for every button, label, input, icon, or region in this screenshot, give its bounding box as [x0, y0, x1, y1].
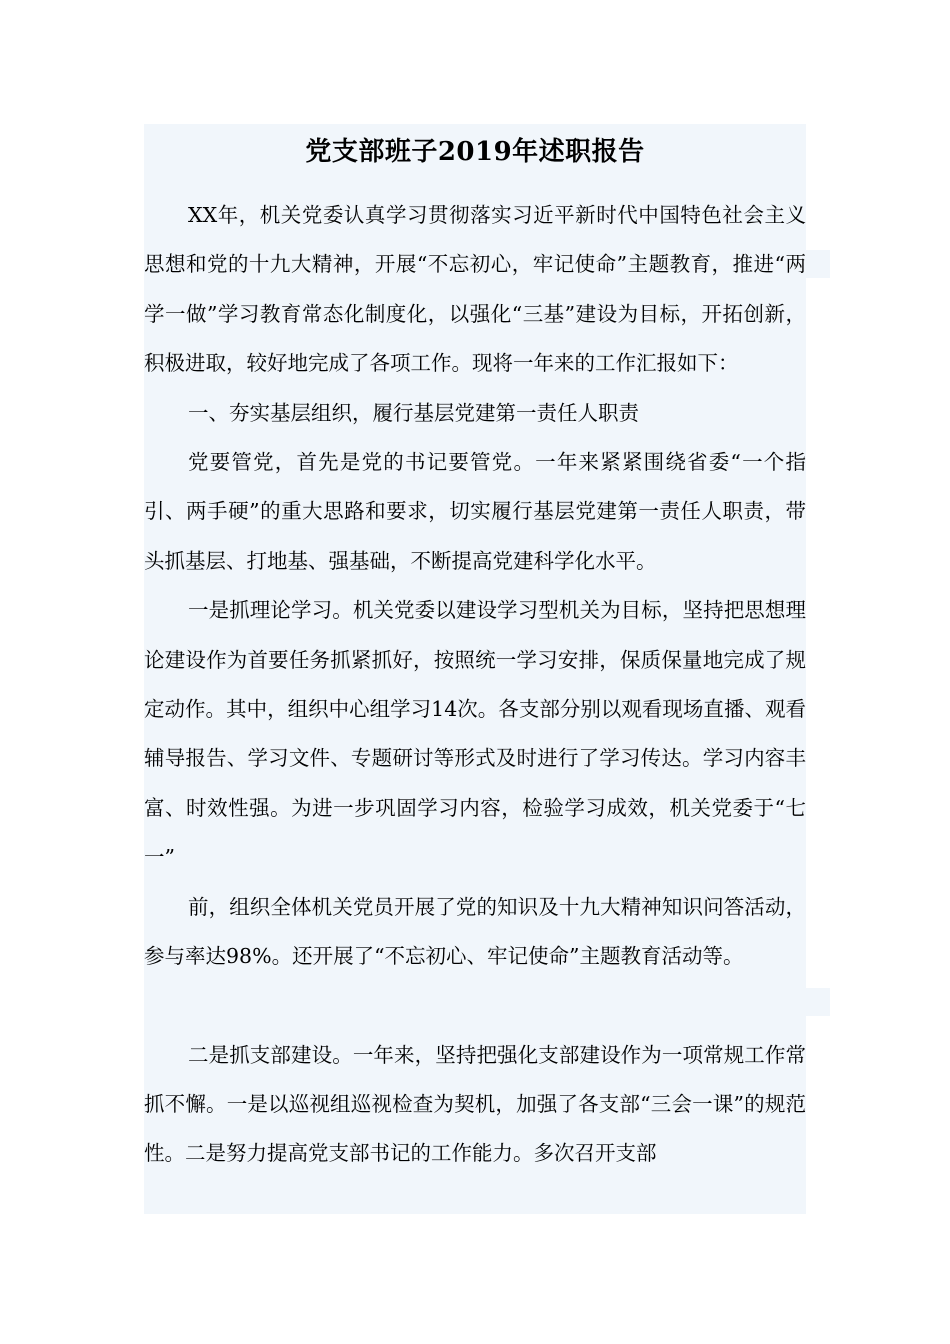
paragraph-theory-study: 一是抓理论学习。机关党委以建设学习型机关为目标，坚持把思想理论建设作为首要任务抓紧抓好，按照统一学习安排，保质保量地完成了规定动作。其中，组织中心组学习14次。各支部分别以观看现场直播、观看辅导报告、学习文件、专题研讨等形式及时进行了学习传达。学习内容丰富、时效性强。为进一步巩固学习内容，检验学习成效，机关党委于“七一”	[144, 598, 806, 870]
section-heading-1: 一、夯实基层组织，履行基层党建第一责任人职责	[188, 400, 639, 425]
paragraph-gap	[144, 982, 806, 1031]
spacer	[144, 180, 806, 191]
paragraph-section-1: 党要管党，首先是党的书记要管党。一年来紧紧围绕省委“一个指引、两手硬”的重大思路和要求，切实履行基层党建第一责任人职责，带头抓基层、打地基、强基础，不断提高党建科学化水平。	[144, 450, 806, 573]
highlight-extension	[806, 988, 830, 1016]
paragraph-quiz-activity: 前，组织全体机关党员开展了党的知识及十九大精神知识问答活动，参与率达98%。还开展了“不忘初心、牢记使命”主题教育活动等。	[144, 894, 806, 969]
highlight-extension	[806, 250, 830, 278]
document-title: 党支部班子2019年述职报告	[305, 137, 645, 167]
document-body	[144, 124, 806, 1179]
paragraph-branch-building: 二是抓支部建设。一年来，坚持把强化支部建设作为一项常规工作常抓不懈。一是以巡视组巡视检查为契机，加强了各支部“三会一课”的规范性。二是努力提高党支部书记的工作能力。多次召开支部	[144, 1042, 806, 1166]
paragraph-intro: XX年，机关党委认真学习贯彻落实习近平新时代中国特色社会主义思想和党的十九大精神，开展“不忘初心，牢记使命”主题教育，推进“两学一做”学习教育常态化制度化，以强化“三基”建设为目标，开拓创新，积极进取，较好地完成了各项工作。现将一年来的工作汇报如下：	[144, 203, 806, 376]
